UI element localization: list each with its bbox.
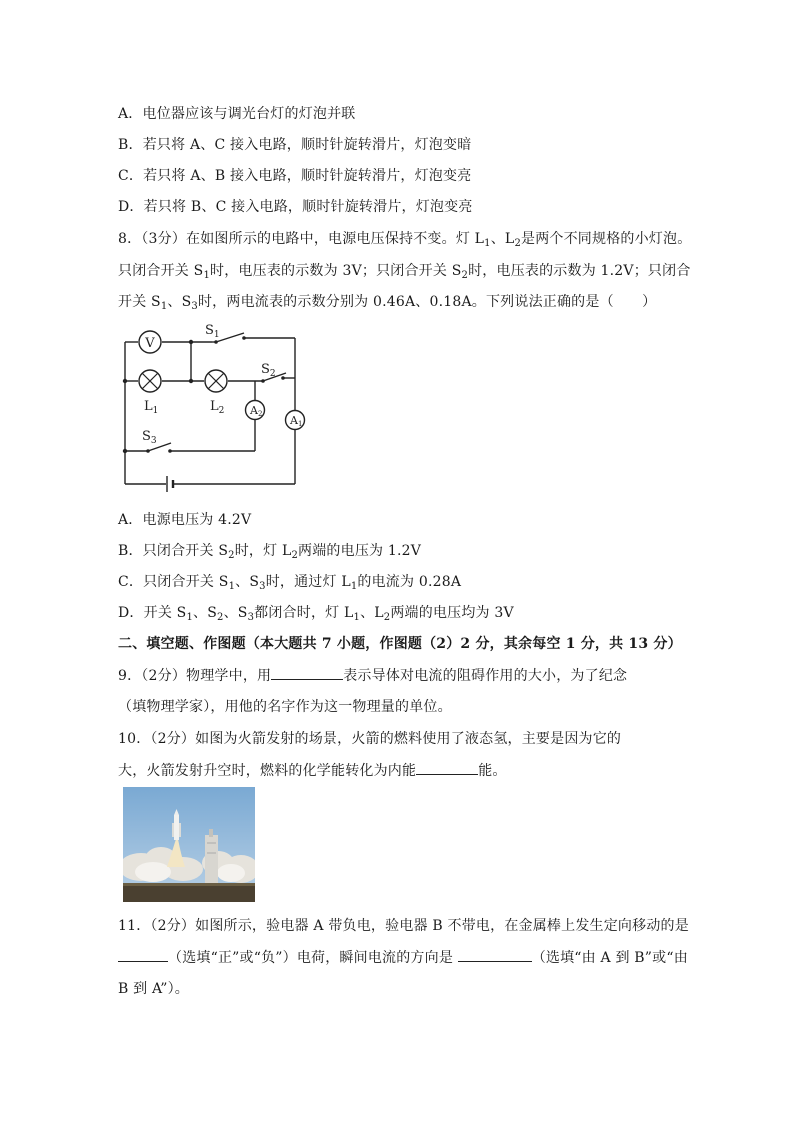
switch-s1	[205, 323, 246, 344]
q11-line-1: 11．（2分）如图所示，验电器 A 带负电，验电器 B 不带电，在金属棒上发生定向移动的是	[118, 918, 689, 934]
section-heading: 二、填空题、作图题（本大题共 7 小题，作图题（2）2 分，其余每空 1 分，共 13 分）	[118, 636, 682, 652]
switch-s3	[142, 429, 172, 453]
svg-text:A2: A2	[250, 404, 263, 418]
q7-option-c: C．若只将 A、B 接入电路，顺时针旋转滑片，灯泡变亮	[118, 168, 472, 184]
svg-text:A1: A1	[290, 414, 303, 428]
circuit-diagram	[118, 318, 308, 498]
q9-blank-1[interactable]	[271, 665, 343, 680]
q11-line-2: （选填“正”或“负”）电荷，瞬间电流的方向是 （选填“由 A 到 B”或“由	[118, 947, 688, 967]
q8-option-c: C．只闭合开关 $S_1$、$S_3$时，通过灯 $L_1$的电流为 0.28A	[118, 574, 462, 592]
q9-line-1: 9．（2分）物理学中，用 表示导体对电流的阻碍作用的大小，为了纪念	[118, 665, 627, 685]
switch-s2	[261, 362, 286, 383]
svg-text:S2: $S_2$	[261, 362, 276, 379]
q8-stem-line-2: 只闭合开关 $S_1$时，电压表的示数为 3V；只闭合开关 $S_2$时，电压表的示数为 1.2V；只闭合	[118, 263, 691, 281]
q10-line-1: 10．（2分）如图为火箭发射的场景，火箭的燃料使用了液态氢，主要是因为它的	[118, 731, 622, 747]
q8-option-d: D．开关 $S_1$、$S_2$、$S_3$都闭合时，灯 $L_1$、$L_2$两端的电压均为 3V	[118, 605, 514, 623]
q8-option-b: B．只闭合开关 $S_2$时，灯 $L_2$两端的电压为 1.2V	[118, 543, 422, 561]
svg-text:L2: $L_2$	[210, 399, 225, 416]
svg-text:L1: $L_1$	[144, 399, 159, 416]
lamp-l2	[205, 370, 227, 416]
q8-stem-line-3: 开关 $S_1$、$S_3$时，两电流表的示数分别为 0.46A、0.18A。下列说法正确的是（ ）	[118, 294, 657, 312]
battery-symbol	[167, 476, 173, 492]
q8-stem-line-1: 8．（3分）在如图所示的电路中，电源电压保持不变。灯 $L_1$、$L_2$是两个不同规格的小灯泡。	[118, 231, 692, 249]
svg-text:S1: $S_1$	[205, 323, 220, 340]
svg-text:S3: $S_3$	[142, 429, 157, 446]
rocket-launch-photo	[123, 787, 255, 902]
q8-option-a: A．电源电压为 4.2V	[118, 512, 252, 528]
q7-option-a: A．电位器应该与调光台灯的灯泡并联	[118, 106, 356, 122]
q11-blank-2[interactable]	[458, 947, 532, 962]
q9-line-2: （填物理学家），用他的名字作为这一物理量的单位。	[118, 699, 452, 715]
svg-text:V: V	[145, 336, 155, 351]
q7-option-d: D．若只将 B、C 接入电路，顺时针旋转滑片，灯泡变亮	[118, 199, 473, 215]
ammeter-a2	[246, 401, 265, 420]
q7-option-b: B．若只将 A、C 接入电路，顺时针旋转滑片，灯泡变暗	[118, 137, 472, 153]
q11-line-3: B 到 A”）。	[118, 981, 189, 997]
q10-line-2: 大，火箭发射升空时，燃料的化学能转化为内能 能。	[118, 760, 507, 780]
q11-blank-1[interactable]	[118, 947, 168, 962]
q10-blank-2[interactable]	[416, 760, 478, 775]
ammeter-a1	[286, 411, 305, 430]
voltmeter-symbol	[139, 331, 161, 353]
lamp-l1	[139, 370, 161, 416]
